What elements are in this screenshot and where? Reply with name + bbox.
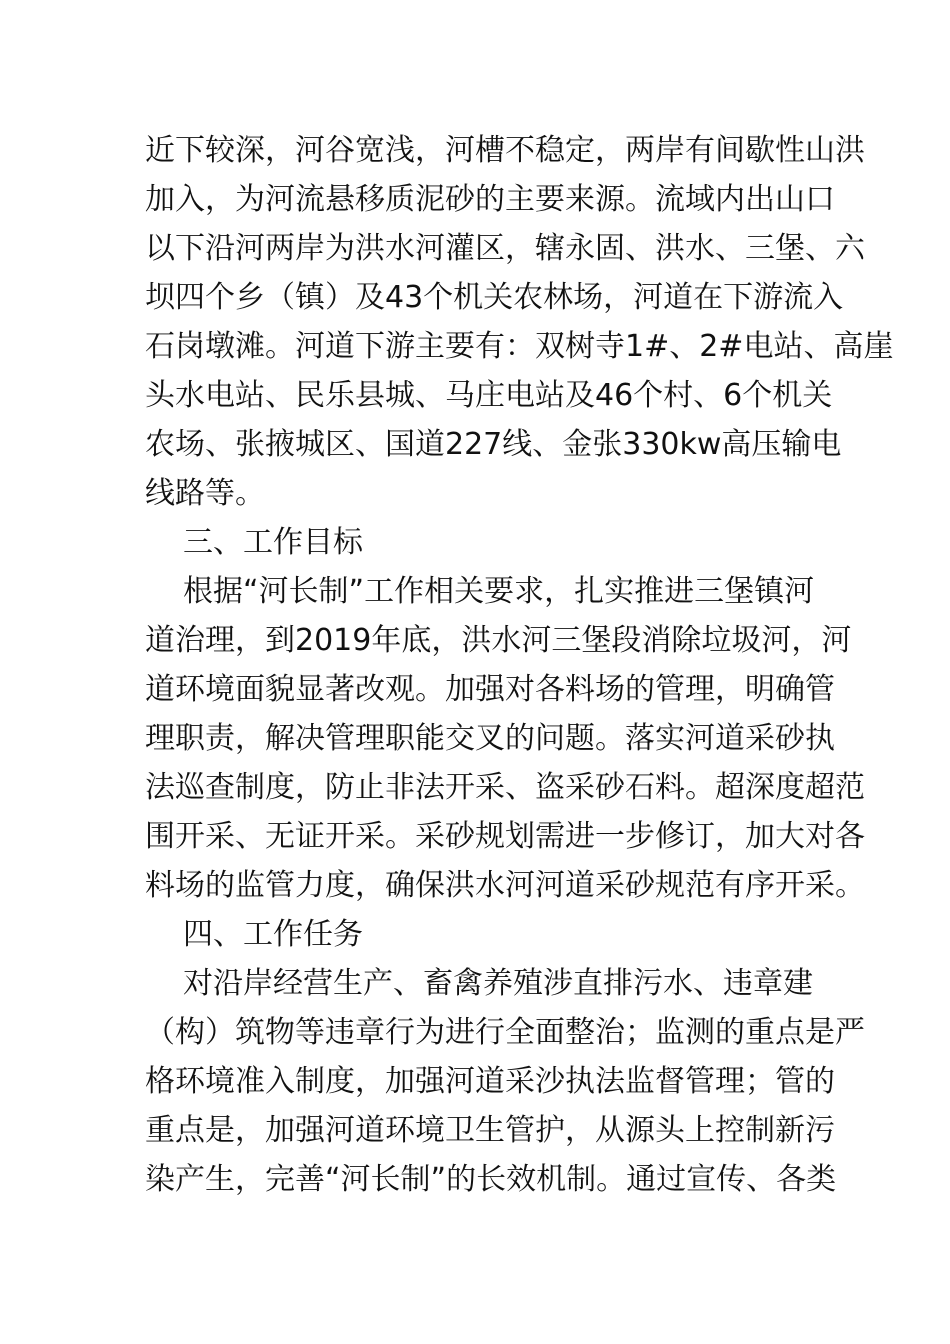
text-line: 法巡查制度，防止非法开采、盗采砂石料。超深度超范 [145,770,865,805]
text-line: 围开采、无证开采。采砂规划需进一步修订，加大对各 [145,819,865,854]
text-line: 格环境准入制度，加强河道采沙执法监督管理；管的 [145,1064,835,1099]
text-line: 理职责，解决管理职能交叉的问题。落实河道采砂执 [145,721,835,756]
section-heading: 三、工作目标 [183,525,363,560]
text-line: （构）筑物等违章行为进行全面整治；监测的重点是严 [145,1015,865,1050]
text-line: 加入，为河流悬移质泥砂的主要来源。流域内出山口 [145,182,835,217]
body-text [145,126,894,1204]
text-line: 农场、张掖城区、国道227线、金张330kw高压输电 [145,427,842,462]
text-line: 道环境面貌显著改观。加强对各料场的管理，明确管 [145,672,835,707]
text-line: 重点是，加强河道环境卫生管护，从源头上控制新污 [145,1113,835,1148]
text-line: 料场的监管力度，确保洪水河河道采砂规范有序开采。 [145,868,865,903]
text-line: 近下较深，河谷宽浅，河槽不稳定，两岸有间歇性山洪 [145,133,865,168]
text-line: 以下沿河两岸为洪水河灌区，辖永固、洪水、三堡、六 [145,231,865,266]
text-line: 染产生，完善“河长制”的长效机制。通过宣传、各类 [145,1162,837,1197]
text-line: 头水电站、民乐县城、马庄电站及46个村、6个机关 [145,378,833,413]
paragraph-start: 对沿岸经营生产、畜禽养殖涉直排污水、违章建 [183,966,813,1001]
paragraph-start: 根据“河长制”工作相关要求，扎实推进三堡镇河 [183,574,815,609]
text-line: 石岗墩滩。河道下游主要有：双树寺1#、2#电站、高崖 [145,329,894,364]
text-line: 道治理，到2019年底，洪水河三堡段消除垃圾河，河 [145,623,852,658]
section-heading: 四、工作任务 [183,917,363,952]
text-line: 坝四个乡（镇）及43个机关农林场，河道在下游流入 [145,280,844,315]
text-line: 线路等。 [145,476,265,511]
